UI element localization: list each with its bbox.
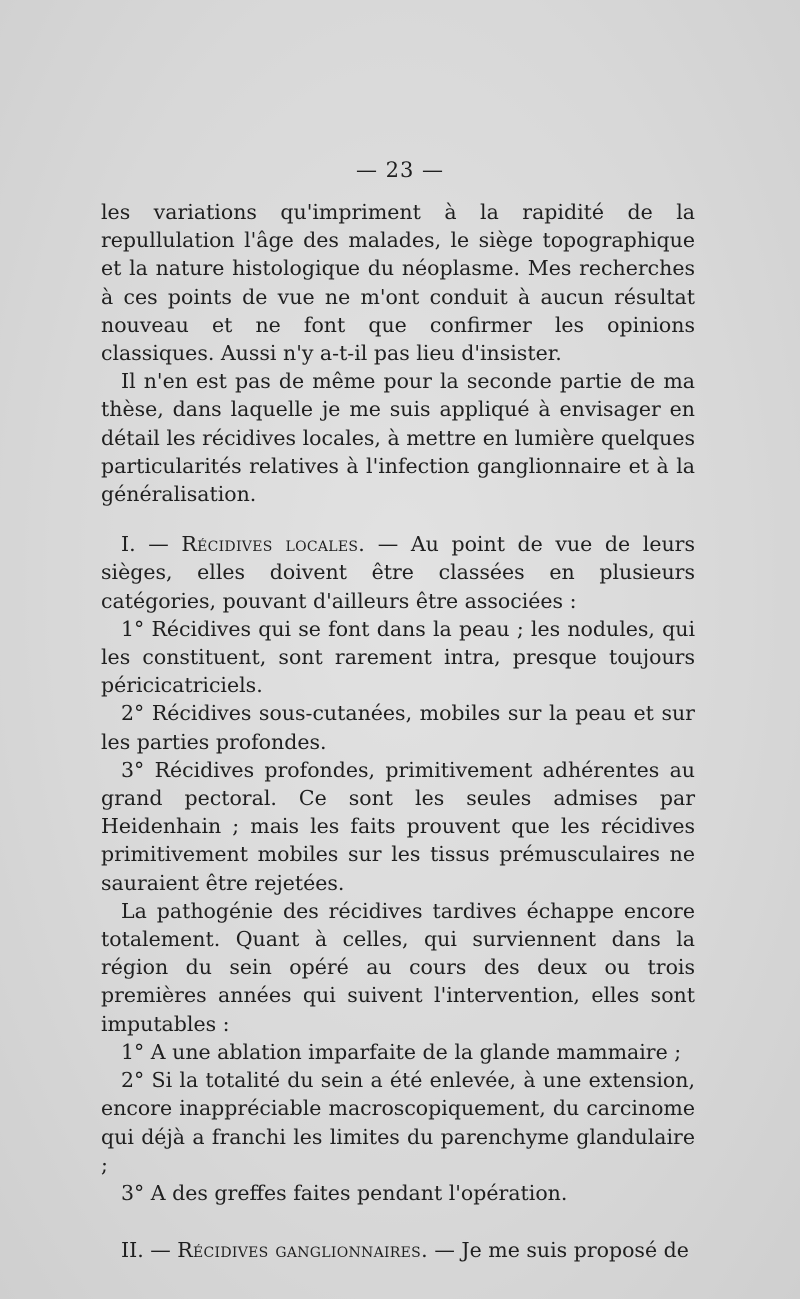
section-number: I. — <box>121 532 182 557</box>
page-number: — 23 — <box>355 158 445 182</box>
paragraph: Il n'en est pas de même pour la seconde partie de ma thèse, dans laquelle je me suis appliqué à envisager en détail les récidives locales, à mettre en lumière quelques particularités relatives à l'infection ganglionnaire et à la généralisation. <box>101 369 695 507</box>
list-item: 3° Récidives profondes, primitivement adhérentes au grand pectoral. Ce sont les seules admises par Heidenhain ; mais les faits prouvent que les récidives primitivement mobiles sur les tissus prémusculaires ne sauraient être rejetées. <box>101 757 695 895</box>
paragraph: les variations qu'impriment à la rapidité de la repullulation l'âge des malades, le siège topographique et la nature histologique du néoplasme. Mes recherches à ces points de vue ne m'ont conduit à aucun résultat nouveau et ne font que confirmer les opinions classiques. Aussi n'y a-t-il pas lieu d'insister. <box>101 200 695 366</box>
section-text: — Je me suis proposé de <box>427 1238 689 1263</box>
section-heading-paragraph <box>101 530 695 615</box>
list-item: 2° Si la totalité du sein a été enlevée, à une extension, encore inappréciable macroscopiquement, du carcinome qui déjà a franchi les limites du parenchyme glandulaire ; <box>101 1068 695 1177</box>
paragraph: La pathogénie des récidives tardives échappe encore totalement. Quant à celles, qui surviennent dans la région du sein opéré au cours des deux ou trois premières années qui suivent l'intervention, elles sont imputables : <box>101 898 695 1036</box>
section-heading-paragraph <box>101 1236 695 1264</box>
page-body <box>101 198 695 1264</box>
section-title: Récidives locales. <box>181 532 366 557</box>
list-item: 2° Récidives sous-cutanées, mobiles sur la peau et sur les parties profondes. <box>101 701 695 754</box>
list-item: 1° Récidives qui se font dans la peau ; les nodules, qui les constituent, sont rarement intra, presque toujours péricicatriciels. <box>101 616 695 698</box>
section-number: II. — <box>121 1238 178 1263</box>
section-text: — Au point de vue de leurs sièges, elles doivent être classées en plusieurs catégories, pouvant d'ailleurs être associées : <box>101 532 695 613</box>
list-item: 1° A une ablation imparfaite de la glande mammaire ; <box>121 1039 682 1064</box>
section-title: Récidives ganglionnaires. <box>177 1238 428 1263</box>
list-item: 3° A des greffes faites pendant l'opération. <box>121 1180 568 1205</box>
